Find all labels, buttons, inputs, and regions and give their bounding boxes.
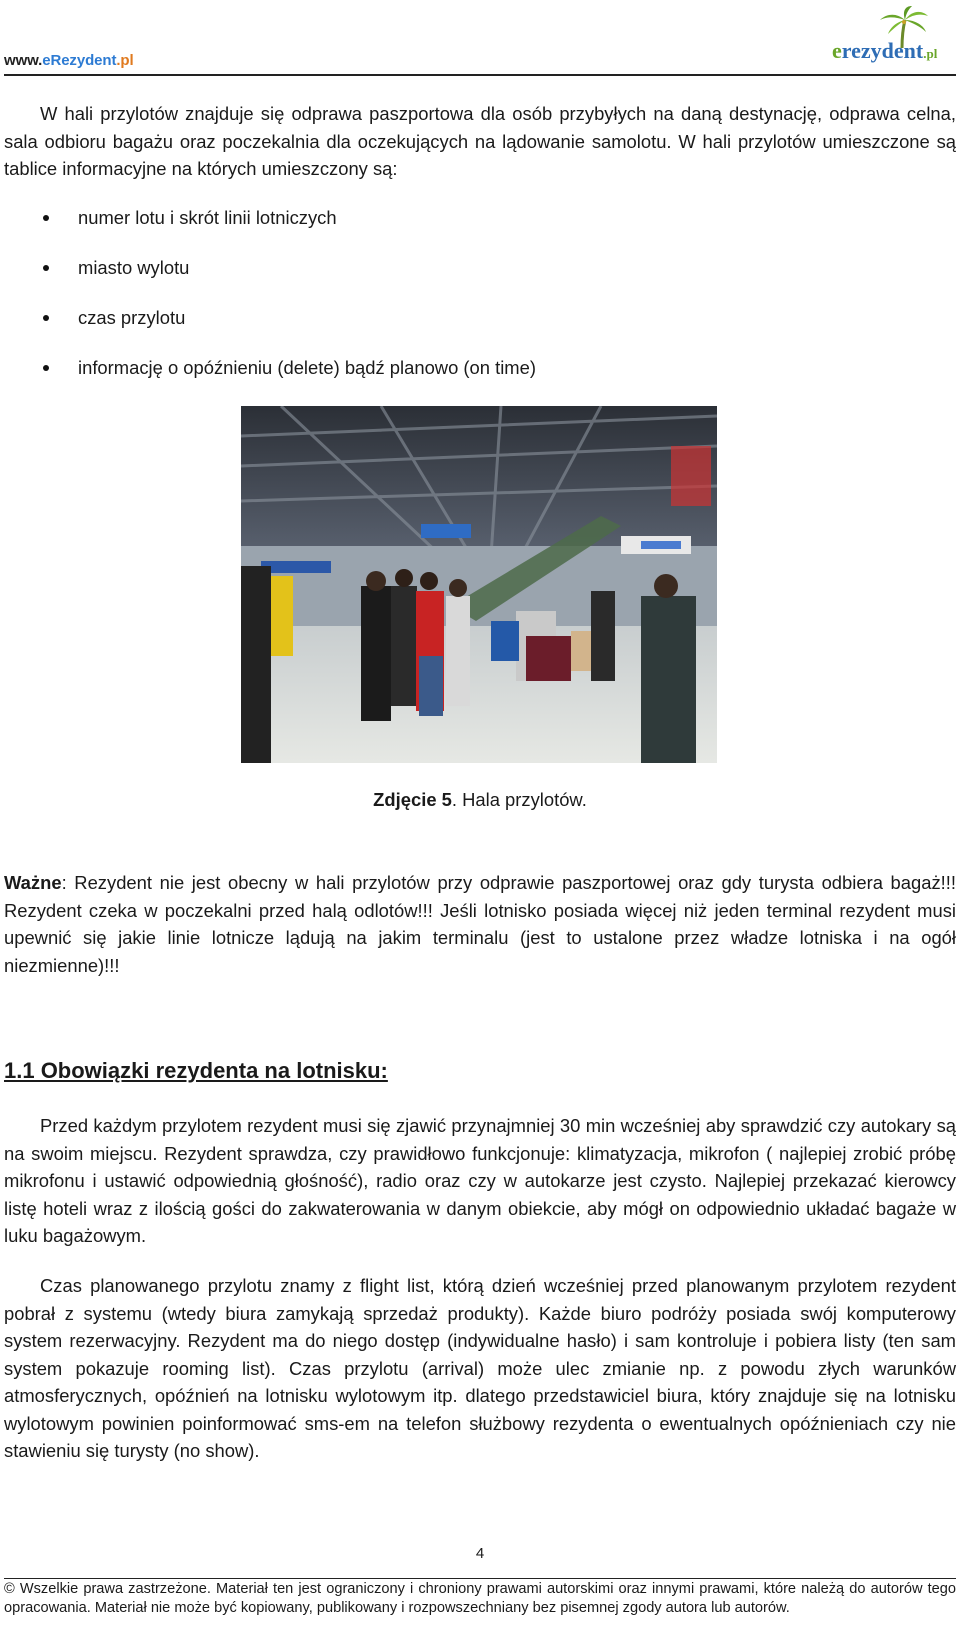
- important-text: : Rezydent nie jest obecny w hali przylotów przy odprawie paszportowej oraz gdy turysta odbiera bagaż!!! Rezydent czeka w poczekalni przed halą odlotów!!! Jeśli lotnisko posiada więcej niż jeden terminal rezydent musi upewnić się jakie linie lotnicze lądują na jakim terminalu (jest to ustalone przez władze lotniska i na ogół niezmienne)!!!: [4, 872, 956, 976]
- paragraph-flight-list: Czas planowanego przylotu znamy z flight list, którą dzień wcześniej przed planowanym przylotem rezydent pobrał z systemu (wtedy biura zamykają sprzedaż produkty). Każde biuro podróży posiada swój komputerowy system rezerwacyjny. Rezydent ma do niego dostęp (indywidualne hasło) i sam kontroluje i pobiera listy (ten sam system pokazuje rooming list). Czas przylotu (arrival) może ulec zmianie np. z powodu złych warunków atmosferycznych, opóźnień na lotnisku wylotowym itp. dlatego przedstawiciel biura, który znajduje się na lotnisku wylotowym powinien poinformować sms-em na telefon służbowy rezydenta o ewentualnych opóźnieniach czy nie stawieniu się turysty (no show).: [4, 1275, 956, 1461]
- list-item: czas przylotu: [40, 306, 536, 356]
- section-heading: 1.1 Obowiązki rezydenta na lotnisku:: [4, 1058, 388, 1083]
- site-url-brand: eRezydent: [42, 52, 117, 69]
- footer-divider: [4, 1578, 956, 1579]
- site-url[interactable]: [4, 52, 134, 69]
- bullet-icon: [43, 215, 49, 221]
- logo-text: erezydent.pl: [832, 38, 938, 63]
- intro-paragraph: W hali przylotów znajduje się odprawa paszportowa dla osób przybyłych na daną destynację, odprawa celna, sala odbioru bagażu oraz poczekalnia dla oczekujących na lądowanie samolotu. W hali przylotów umieszczone są tablice informacyjne na których umieszczony są:: [4, 103, 956, 179]
- site-url-suffix: .pl: [116, 52, 134, 69]
- erezydent-logo: [828, 6, 940, 66]
- paragraph-duties: Przed każdym przylotem rezydent musi się zjawić przynajmniej 30 min wcześniej aby sprawdzić czy autokary są na swoim miejscu. Rezydent sprawdza, czy prawidłowo funkcjonuje: klimatyzacja, mikrofon ( najlepiej zrobić próbę mikrofonu i ustawić odpowiednią głośność), radio oraz czy w autokarze jest czysto. Najlepiej przekazać kierowcy listę hoteli wraz z ilością gości do zakwaterowania w danym obiekcie, aby mógł on odpowiednio układać bagaże w luku bagażowym.: [4, 1115, 956, 1246]
- photo-caption: [0, 789, 960, 811]
- important-label: Ważne: [4, 872, 62, 893]
- copyright-footer: © Wszelkie prawa zastrzeżone. Materiał ten jest ograniczony i chroniony prawami autorskimi oraz innymi prawami, które należą do autorów tego opracowania. Materiał nie może być kopiowany, publikowany i rozpowszechniany bez pisemnej zgody autora lub autorów.: [4, 1581, 956, 1616]
- site-url-prefix: www.: [4, 52, 43, 69]
- info-board-list: [40, 206, 536, 406]
- important-note: [4, 869, 956, 979]
- caption-label: Zdjęcie 5: [373, 789, 452, 810]
- page-number: 4: [475, 1545, 485, 1562]
- list-item: numer lotu i skrót linii lotniczych: [40, 206, 536, 256]
- list-item: informację o opóźnieniu (delete) bądź planowo (on time): [40, 356, 536, 406]
- bullet-icon: [43, 265, 49, 271]
- header-divider: [4, 74, 956, 76]
- bullet-icon: [43, 315, 49, 321]
- bullet-icon: [43, 365, 49, 371]
- caption-text: . Hala przylotów.: [451, 789, 587, 810]
- arrivals-hall-photo: [241, 406, 717, 763]
- list-item: miasto wylotu: [40, 256, 536, 306]
- page-header: [0, 0, 960, 80]
